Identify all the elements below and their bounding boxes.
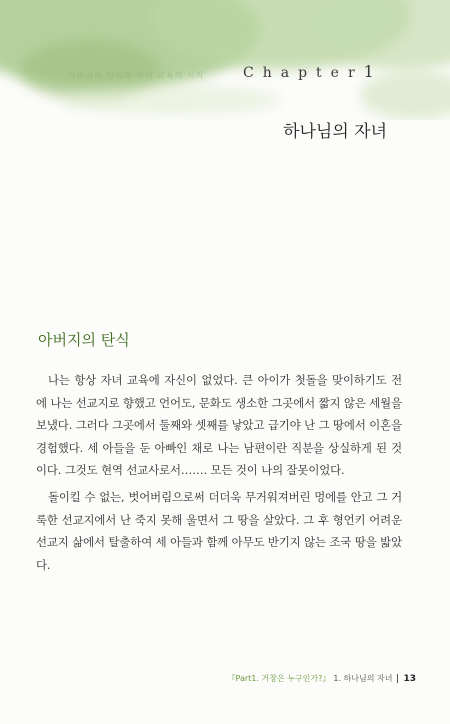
footer-divider — [397, 674, 398, 683]
paragraph: 돌이킬 수 없는, 벗어버림으로써 더더욱 무거워져버린 멍에를 안고 그 거룩한 선교지에서 난 죽지 못해 울면서 그 땅을 살았다. 그 후 형언키 어려운 선교지 삶에서 탈출하여 세 아들과 함께 아무도 반기지 않는 조국 땅을 밟았다. — [36, 489, 402, 572]
chapter-label — [243, 62, 374, 81]
section-title: 아버지의 탄식 — [38, 331, 130, 349]
chapter-title: 하나님의 자녀 — [283, 122, 387, 142]
page-footer — [228, 673, 416, 684]
chapter-number: 1 — [363, 62, 374, 81]
footer-part-label: 『Part1. 거창은 누구인가?』 — [227, 674, 331, 683]
paragraph: 나는 항상 자녀 교육에 자신이 없었다. 큰 아이가 첫돌을 맞이하기도 전에 나는 선교지로 향했고 언어도, 문화도 생소한 그곳에서 짧지 않은 세월을 보냈다. 그러다 그곳에서 둘째와 셋째를 낳았고 급기야 난 그 땅에서 이혼을 경험했다. 세 아들을 둔 아빠인 채로 나는 남편이란 직분을 상실하게 된 것이다. 그것도 현역 선교사로서……. 모든 것이 나의 잘못이었다. — [36, 373, 402, 478]
footer-chapter-ref: 1. 하나님의 자녀 — [333, 674, 393, 683]
chapter-word: Chapter — [243, 65, 364, 81]
watercolor-header-wash — [0, 0, 450, 120]
faint-header-text: 아버지의 탄식과 자녀 교육의 시작 — [68, 71, 205, 80]
page-number: 13 — [403, 673, 416, 684]
body-text — [36, 369, 402, 576]
